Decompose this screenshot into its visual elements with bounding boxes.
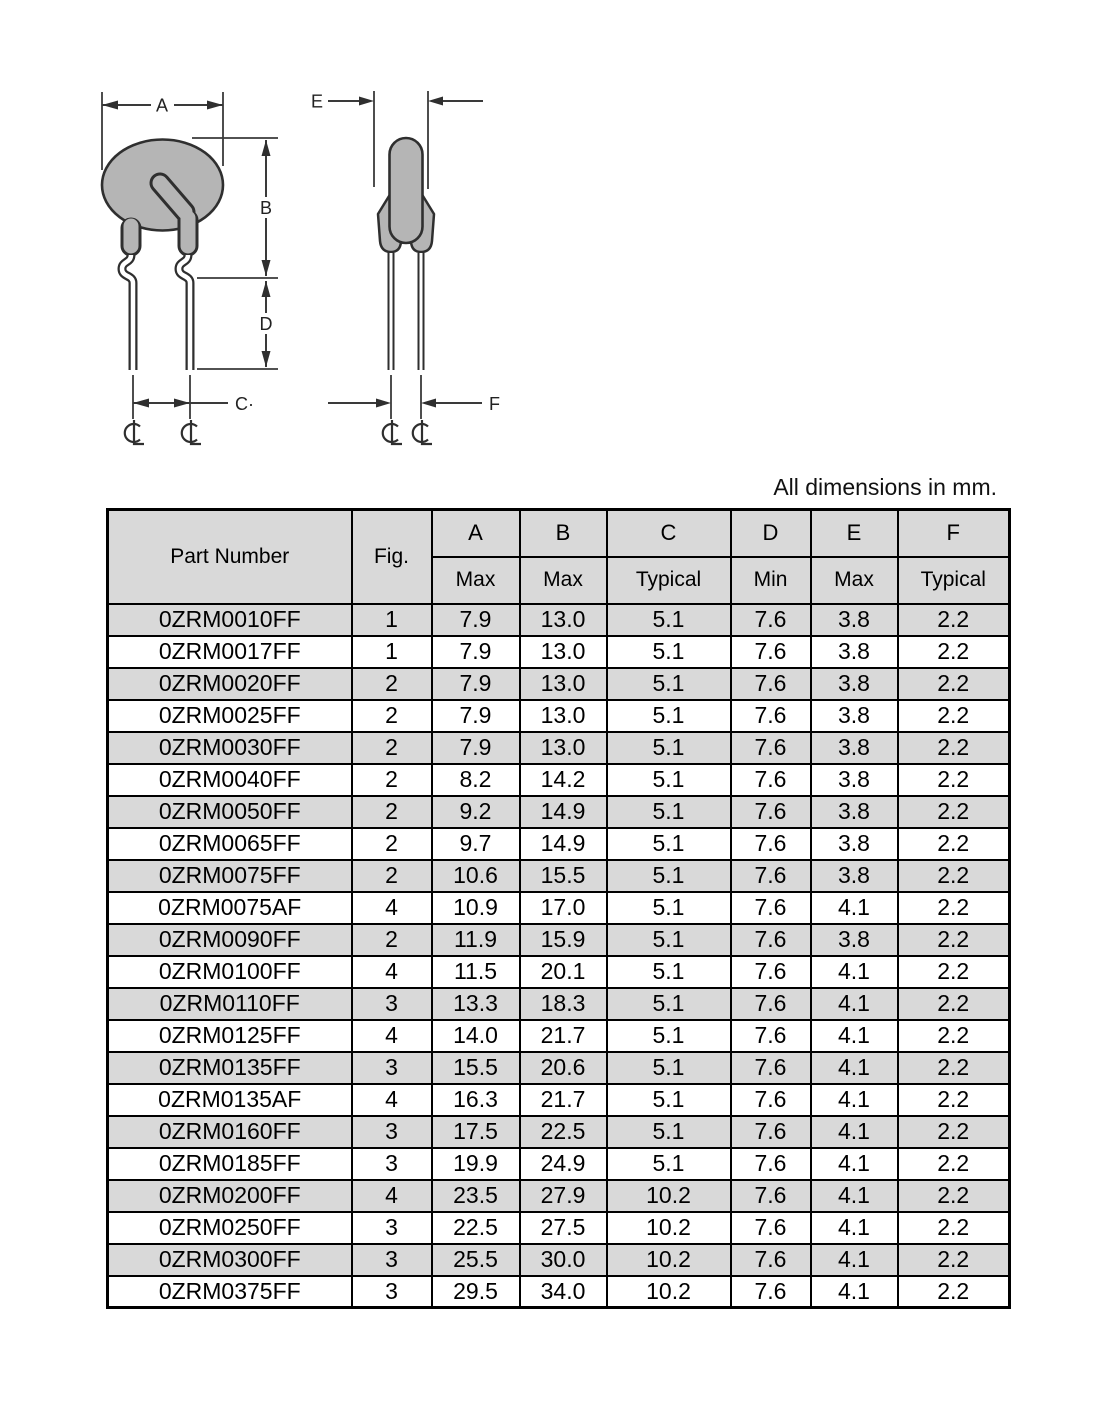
dim-e-cell: 3.8 <box>811 636 898 668</box>
dim-f-cell: 2.2 <box>898 1084 1010 1116</box>
dim-a-cell: 29.5 <box>432 1276 520 1308</box>
dim-f-cell: 2.2 <box>898 636 1010 668</box>
dim-f-cell: 2.2 <box>898 604 1010 636</box>
dim-d-cell: 7.6 <box>731 1180 811 1212</box>
dim-a-cell: 11.9 <box>432 924 520 956</box>
dim-b-cell: 30.0 <box>520 1244 607 1276</box>
arrowhead-icon <box>421 399 436 408</box>
fig-cell: 3 <box>352 1276 432 1308</box>
dim-e-cell: 4.1 <box>811 1084 898 1116</box>
table-row <box>108 988 1010 1020</box>
component-dimension-diagram <box>85 78 555 458</box>
centerline-icon <box>182 420 201 444</box>
table-body <box>108 604 1010 1308</box>
dim-a-cell: 13.3 <box>432 988 520 1020</box>
dim-c-cell: 5.1 <box>607 636 731 668</box>
part-number-cell: 0ZRM0375FF <box>108 1276 352 1308</box>
dim-a-cell: 8.2 <box>432 764 520 796</box>
dim-b-cell: 15.5 <box>520 860 607 892</box>
dim-f-cell: 2.2 <box>898 860 1010 892</box>
arrowhead-icon <box>359 97 374 106</box>
dim-c-cell: 5.1 <box>607 956 731 988</box>
dim-a-cell: 7.9 <box>432 700 520 732</box>
part-number-cell: 0ZRM0300FF <box>108 1244 352 1276</box>
fig-cell: 2 <box>352 828 432 860</box>
units-note: All dimensions in mm. <box>773 474 997 500</box>
dim-f-cell: 2.2 <box>898 1148 1010 1180</box>
table-row <box>108 924 1010 956</box>
dim-e-cell: 3.8 <box>811 860 898 892</box>
dim-c-cell: 5.1 <box>607 1148 731 1180</box>
col-header-a: A <box>432 510 520 557</box>
table-row <box>108 1276 1010 1308</box>
dim-b-cell: 20.1 <box>520 956 607 988</box>
arrowhead-icon <box>262 351 271 367</box>
dim-e-cell: 4.1 <box>811 1116 898 1148</box>
dim-d-cell: 7.6 <box>731 1212 811 1244</box>
dim-f-cell: 2.2 <box>898 988 1010 1020</box>
dim-d-cell: 7.6 <box>731 604 811 636</box>
col-header-f: F <box>898 510 1010 557</box>
dim-d-cell: 7.6 <box>731 668 811 700</box>
ptc-disc-edge <box>390 138 423 243</box>
col-spec-c: Typical <box>607 557 731 604</box>
dim-c-cell: 5.1 <box>607 1052 731 1084</box>
table-row <box>108 604 1010 636</box>
fig-cell: 3 <box>352 1244 432 1276</box>
part-number-cell: 0ZRM0100FF <box>108 956 352 988</box>
dim-a-cell: 11.5 <box>432 956 520 988</box>
table-row <box>108 956 1010 988</box>
part-number-cell: 0ZRM0135FF <box>108 1052 352 1084</box>
table-row <box>108 732 1010 764</box>
arrowhead-icon <box>376 399 391 408</box>
col-header-d: D <box>731 510 811 557</box>
dim-a-cell: 10.6 <box>432 860 520 892</box>
dim-d-cell: 7.6 <box>731 1084 811 1116</box>
dim-e-cell: 3.8 <box>811 668 898 700</box>
arrowhead-icon <box>262 140 271 156</box>
dim-a-cell: 17.5 <box>432 1116 520 1148</box>
dim-b-cell: 24.9 <box>520 1148 607 1180</box>
dim-c-cell: 5.1 <box>607 764 731 796</box>
dim-e-cell: 3.8 <box>811 796 898 828</box>
fig-cell: 2 <box>352 924 432 956</box>
part-number-cell: 0ZRM0075AF <box>108 892 352 924</box>
dim-b-cell: 20.6 <box>520 1052 607 1084</box>
dim-a-cell: 9.7 <box>432 828 520 860</box>
dim-b-cell: 22.5 <box>520 1116 607 1148</box>
part-number-cell: 0ZRM0075FF <box>108 860 352 892</box>
dim-f-cell: 2.2 <box>898 732 1010 764</box>
dimension-c <box>133 375 228 419</box>
dim-d-cell: 7.6 <box>731 1052 811 1084</box>
fig-cell: 2 <box>352 860 432 892</box>
col-header-c: C <box>607 510 731 557</box>
fig-cell: 2 <box>352 796 432 828</box>
dim-c-cell: 5.1 <box>607 604 731 636</box>
dim-b-cell: 15.9 <box>520 924 607 956</box>
part-number-cell: 0ZRM0250FF <box>108 1212 352 1244</box>
dim-c-cell: 5.1 <box>607 668 731 700</box>
dim-f-cell: 2.2 <box>898 924 1010 956</box>
dim-e-cell: 4.1 <box>811 1020 898 1052</box>
dim-b-cell: 13.0 <box>520 668 607 700</box>
dim-a-cell: 23.5 <box>432 1180 520 1212</box>
col-spec-f: Typical <box>898 557 1010 604</box>
centerline-icon <box>125 420 144 444</box>
fig-cell: 2 <box>352 668 432 700</box>
dim-f-cell: 2.2 <box>898 1020 1010 1052</box>
dim-d-cell: 7.6 <box>731 1116 811 1148</box>
part-number-cell: 0ZRM0110FF <box>108 988 352 1020</box>
table-row <box>108 860 1010 892</box>
dim-c-cell: 5.1 <box>607 988 731 1020</box>
part-number-cell: 0ZRM0040FF <box>108 764 352 796</box>
table-row <box>108 700 1010 732</box>
dim-e-cell: 4.1 <box>811 988 898 1020</box>
dim-e-cell: 3.8 <box>811 828 898 860</box>
dim-d-cell: 7.6 <box>731 732 811 764</box>
table-row <box>108 1244 1010 1276</box>
arrowhead-icon <box>133 399 149 408</box>
part-number-cell: 0ZRM0090FF <box>108 924 352 956</box>
table-row <box>108 1148 1010 1180</box>
dim-d-cell: 7.6 <box>731 828 811 860</box>
part-number-cell: 0ZRM0185FF <box>108 1148 352 1180</box>
dim-f-cell: 2.2 <box>898 1052 1010 1084</box>
arrowhead-icon <box>262 260 271 276</box>
dim-d-cell: 7.6 <box>731 924 811 956</box>
dim-label-a: A <box>155 95 169 116</box>
fig-cell: 4 <box>352 1180 432 1212</box>
arrowhead-icon <box>102 101 118 110</box>
dim-a-cell: 15.5 <box>432 1052 520 1084</box>
dim-c-cell: 5.1 <box>607 732 731 764</box>
dim-f-cell: 2.2 <box>898 956 1010 988</box>
side-view <box>311 91 500 444</box>
dim-a-cell: 16.3 <box>432 1084 520 1116</box>
fig-cell: 1 <box>352 604 432 636</box>
centerline-icon <box>383 420 402 444</box>
fig-cell: 4 <box>352 1020 432 1052</box>
dim-f-cell: 2.2 <box>898 668 1010 700</box>
dim-b-cell: 13.0 <box>520 604 607 636</box>
col-spec-a: Max <box>432 557 520 604</box>
fig-cell: 1 <box>352 636 432 668</box>
dim-d-cell: 7.6 <box>731 956 811 988</box>
dim-e-cell: 4.1 <box>811 1212 898 1244</box>
dim-label-e: E <box>310 91 324 112</box>
dim-c-cell: 5.1 <box>607 1084 731 1116</box>
fig-cell: 3 <box>352 1212 432 1244</box>
dim-e-cell: 4.1 <box>811 1276 898 1308</box>
dim-e-cell: 4.1 <box>811 1244 898 1276</box>
dim-b-cell: 13.0 <box>520 700 607 732</box>
fig-cell: 4 <box>352 956 432 988</box>
dim-b-cell: 17.0 <box>520 892 607 924</box>
fig-cell: 4 <box>352 892 432 924</box>
part-number-cell: 0ZRM0125FF <box>108 1020 352 1052</box>
dim-c-cell: 5.1 <box>607 892 731 924</box>
dim-d-cell: 7.6 <box>731 636 811 668</box>
arrowhead-icon <box>207 101 223 110</box>
fig-cell: 2 <box>352 700 432 732</box>
col-header-b: B <box>520 510 607 557</box>
dim-c-cell: 10.2 <box>607 1244 731 1276</box>
dim-f-cell: 2.2 <box>898 1244 1010 1276</box>
part-number-cell: 0ZRM0017FF <box>108 636 352 668</box>
dim-c-cell: 5.1 <box>607 860 731 892</box>
side-leads <box>391 253 421 370</box>
part-number-cell: 0ZRM0010FF <box>108 604 352 636</box>
dim-f-cell: 2.2 <box>898 1180 1010 1212</box>
table-row <box>108 892 1010 924</box>
dim-b-cell: 27.5 <box>520 1212 607 1244</box>
dim-b-cell: 14.9 <box>520 796 607 828</box>
dim-a-cell: 10.9 <box>432 892 520 924</box>
centerline-icon <box>413 420 432 444</box>
dim-d-cell: 7.6 <box>731 764 811 796</box>
dim-b-cell: 27.9 <box>520 1180 607 1212</box>
dim-f-cell: 2.2 <box>898 764 1010 796</box>
dim-a-cell: 22.5 <box>432 1212 520 1244</box>
table-header <box>108 510 1010 604</box>
front-leads <box>122 255 190 370</box>
table-row <box>108 1084 1010 1116</box>
dim-e-cell: 3.8 <box>811 732 898 764</box>
part-number-cell: 0ZRM0200FF <box>108 1180 352 1212</box>
dim-b-cell: 13.0 <box>520 732 607 764</box>
dim-c-cell: 5.1 <box>607 828 731 860</box>
dim-e-cell: 4.1 <box>811 956 898 988</box>
part-number-cell: 0ZRM0030FF <box>108 732 352 764</box>
fig-cell: 4 <box>352 1084 432 1116</box>
dim-d-cell: 7.6 <box>731 796 811 828</box>
part-number-cell: 0ZRM0020FF <box>108 668 352 700</box>
dim-c-cell: 10.2 <box>607 1180 731 1212</box>
dim-e-cell: 4.1 <box>811 1148 898 1180</box>
dim-f-cell: 2.2 <box>898 700 1010 732</box>
dim-f-cell: 2.2 <box>898 1116 1010 1148</box>
dim-b-cell: 34.0 <box>520 1276 607 1308</box>
dim-e-cell: 3.8 <box>811 764 898 796</box>
dim-a-cell: 14.0 <box>432 1020 520 1052</box>
dim-a-cell: 7.9 <box>432 732 520 764</box>
dim-d-cell: 7.6 <box>731 1244 811 1276</box>
fig-cell: 3 <box>352 1052 432 1084</box>
dim-e-cell: 3.8 <box>811 700 898 732</box>
dim-d-cell: 7.6 <box>731 1276 811 1308</box>
table-row <box>108 636 1010 668</box>
dim-e-cell: 4.1 <box>811 1052 898 1084</box>
table-row <box>108 828 1010 860</box>
table-row <box>108 1116 1010 1148</box>
dim-e-cell: 3.8 <box>811 924 898 956</box>
dimension-diagram-svg <box>85 78 555 458</box>
col-spec-e: Max <box>811 557 898 604</box>
part-number-cell: 0ZRM0025FF <box>108 700 352 732</box>
dim-a-cell: 7.9 <box>432 604 520 636</box>
dim-label-f: F <box>489 394 500 414</box>
dim-c-cell: 10.2 <box>607 1276 731 1308</box>
dim-b-cell: 13.0 <box>520 636 607 668</box>
dim-c-cell: 5.1 <box>607 1116 731 1148</box>
dim-label-d: D <box>259 314 273 334</box>
dim-b-cell: 14.9 <box>520 828 607 860</box>
fig-cell: 3 <box>352 1116 432 1148</box>
part-number-cell: 0ZRM0065FF <box>108 828 352 860</box>
dim-b-cell: 18.3 <box>520 988 607 1020</box>
col-header-e: E <box>811 510 898 557</box>
dim-label-b: B <box>259 198 273 218</box>
dim-a-cell: 9.2 <box>432 796 520 828</box>
dim-c-cell: 5.1 <box>607 1020 731 1052</box>
dim-c-cell: 10.2 <box>607 1212 731 1244</box>
dim-d-cell: 7.6 <box>731 1148 811 1180</box>
table-row <box>108 1052 1010 1084</box>
table-row <box>108 1180 1010 1212</box>
dim-a-cell: 25.5 <box>432 1244 520 1276</box>
col-header-fig: Fig. <box>352 510 432 604</box>
dim-a-cell: 7.9 <box>432 668 520 700</box>
fig-cell: 3 <box>352 988 432 1020</box>
dim-f-cell: 2.2 <box>898 892 1010 924</box>
col-spec-b: Max <box>520 557 607 604</box>
arrowhead-icon <box>428 97 443 106</box>
part-number-cell: 0ZRM0160FF <box>108 1116 352 1148</box>
dim-d-cell: 7.6 <box>731 700 811 732</box>
fig-cell: 3 <box>352 1148 432 1180</box>
dim-b-cell: 21.7 <box>520 1020 607 1052</box>
table-row <box>108 796 1010 828</box>
dim-label-c: C· <box>235 394 254 414</box>
dim-f-cell: 2.2 <box>898 1276 1010 1308</box>
dim-f-cell: 2.2 <box>898 796 1010 828</box>
dim-d-cell: 7.6 <box>731 1020 811 1052</box>
part-number-cell: 0ZRM0050FF <box>108 796 352 828</box>
part-number-cell: 0ZRM0135AF <box>108 1084 352 1116</box>
dim-e-cell: 4.1 <box>811 892 898 924</box>
dim-d-cell: 7.6 <box>731 988 811 1020</box>
table-row <box>108 1212 1010 1244</box>
fig-cell: 2 <box>352 732 432 764</box>
arrowhead-icon <box>174 399 190 408</box>
table-row <box>108 1020 1010 1052</box>
dim-a-cell: 7.9 <box>432 636 520 668</box>
dim-c-cell: 5.1 <box>607 700 731 732</box>
dim-b-cell: 21.7 <box>520 1084 607 1116</box>
table-row <box>108 764 1010 796</box>
dimension-f <box>328 375 482 419</box>
dim-d-cell: 7.6 <box>731 860 811 892</box>
fig-cell: 2 <box>352 764 432 796</box>
table-row <box>108 668 1010 700</box>
dim-e-cell: 3.8 <box>811 604 898 636</box>
dim-f-cell: 2.2 <box>898 828 1010 860</box>
col-spec-d: Min <box>731 557 811 604</box>
dim-d-cell: 7.6 <box>731 892 811 924</box>
dim-f-cell: 2.2 <box>898 1212 1010 1244</box>
dim-c-cell: 5.1 <box>607 796 731 828</box>
dim-e-cell: 4.1 <box>811 1180 898 1212</box>
dimensions-table <box>106 508 1011 1309</box>
arrowhead-icon <box>262 281 271 297</box>
dim-c-cell: 5.1 <box>607 924 731 956</box>
dim-b-cell: 14.2 <box>520 764 607 796</box>
col-header-part-number: Part Number <box>108 510 352 604</box>
dim-a-cell: 19.9 <box>432 1148 520 1180</box>
front-view <box>102 92 278 444</box>
